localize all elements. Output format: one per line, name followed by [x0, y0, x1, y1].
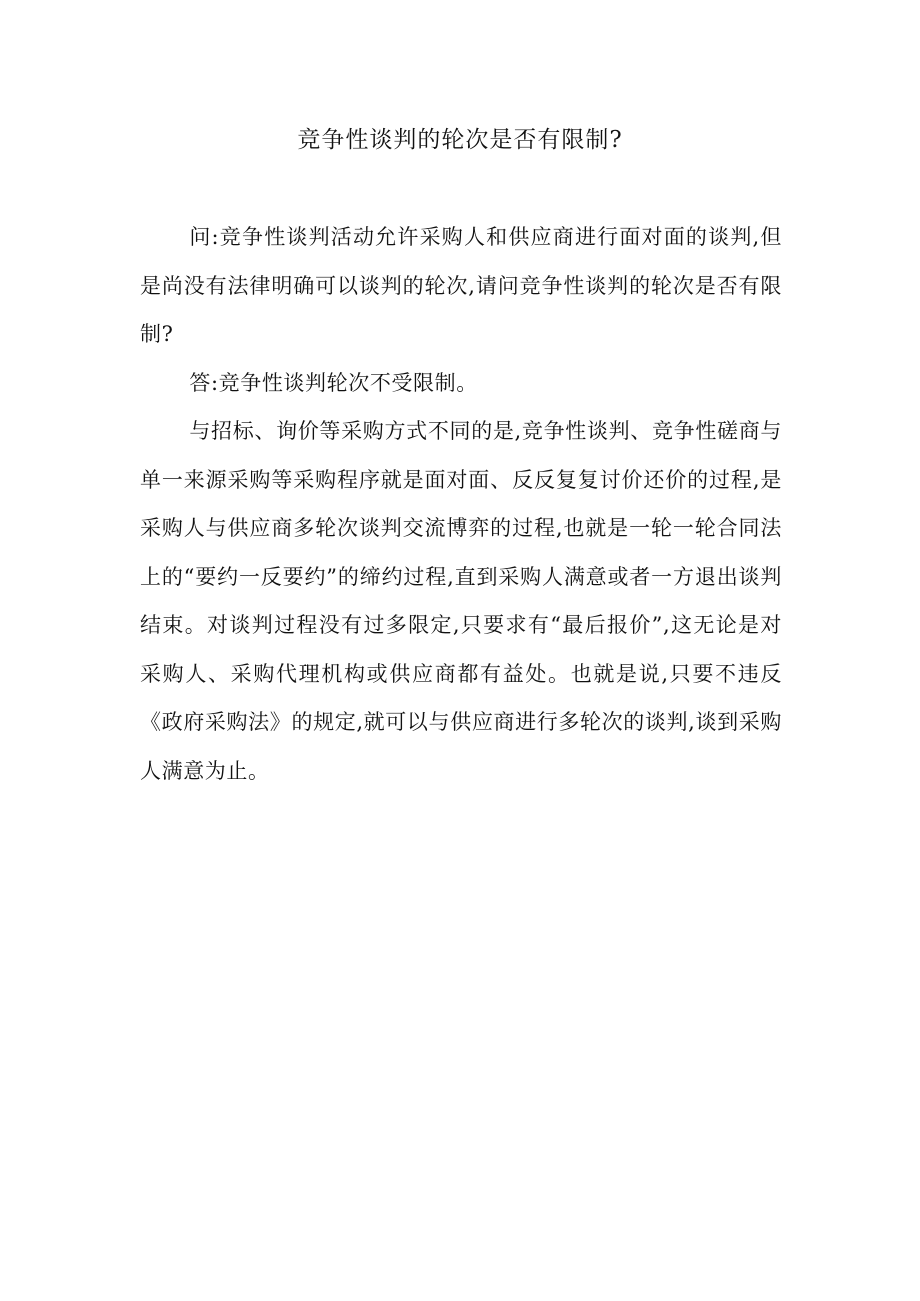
document-body	[140, 213, 782, 795]
answer-paragraph: 答:竞争性谈判轮次不受限制。	[189, 370, 478, 395]
explanation-paragraph: 与招标、询价等采购方式不同的是,竞争性谈判、竞争性磋商与单一来源采购等采购程序就是面对面、反反复复讨价还价的过程,是采购人与供应商多轮次谈判交流博弈的过程,也就是一轮一轮合同法上的“要约一反要约”的缔约过程,直到采购人满意或者一方退出谈判结束。对谈判过程没有过多限定,只要求有“最后报价”,这无论是对采购人、采购代理机构或供应商都有益处。也就是说,只要不违反《政府采购法》的规定,就可以与供应商进行多轮次的谈判,谈到采购人满意为止。	[140, 419, 782, 783]
document-title: 竞争性谈判的轮次是否有限制?	[297, 127, 623, 153]
question-paragraph: 问:竞争性谈判活动允许采购人和供应商进行面对面的谈判,但是尚没有法律明确可以谈判的轮次,请问竞争性谈判的轮次是否有限制?	[140, 225, 782, 346]
